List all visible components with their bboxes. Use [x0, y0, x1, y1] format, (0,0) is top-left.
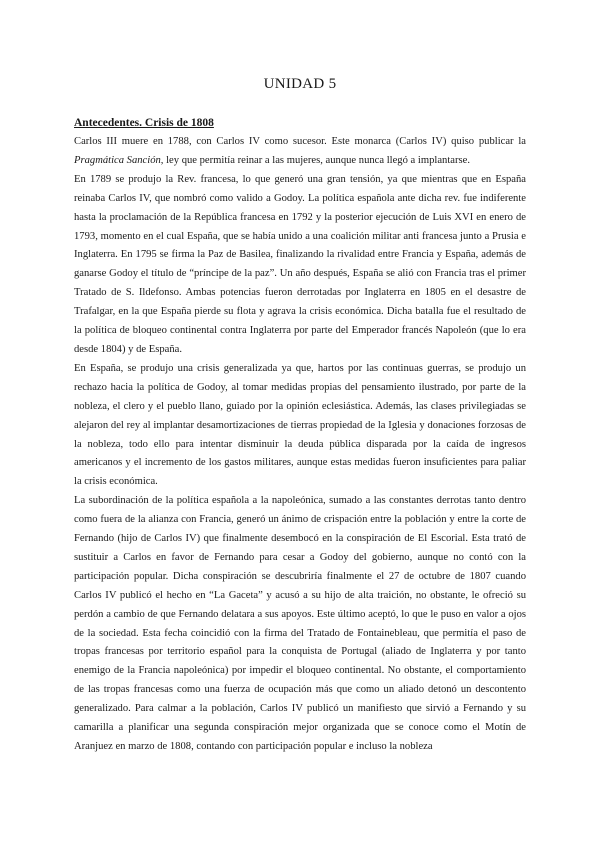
section-heading: Antecedentes. Crisis de 1808 [74, 117, 214, 129]
paragraph-2: En 1789 se produjo la Rev. francesa, lo que generó una gran tensión, ya que mientras que en España reinaba Carlos IV, que nombró como valido a Godoy. La política española ante dicha rev. fue indiferente hasta la proclamación de la República francesa en 1792 y la posterior ejecución de Luis XVI en enero de 1793, momento en el cual España, que se había unido a una coalición militar anti francesa junto a Prusia e Inglaterra. En 1795 se firma la Paz de Basilea, finalizando la rivalidad entre Francia y España, además de ganarse Godoy el título de “príncipe de la paz”. Un año después, España se alió con Francia tras el primer Tratado de S. Ildefonso. Ambas potencias fueron derrotadas por Inglaterra en 1805 en el desastre de Trafalgar, en la que España pierde su flota y agrava la crisis económica. Dicha batalla fue el resultado de la política de bloqueo continental contra Inglaterra por parte del Emperador francés Napoleón (que lo era desde 1804) y de España. [74, 173, 526, 355]
paragraph-3: En España, se produjo una crisis generalizada ya que, hartos por las continuas guerras, se produjo un rechazo hacia la política de Godoy, al tomar medidas propias del pensamiento ilustrado, por parte de la nobleza, el clero y el pueblo llano, guiado por la opinión eclesiástica. Además, las clases privilegiadas se alejaron del rey al implantar desamortizaciones de tierras propiedad de la Iglesia y donaciones forzosas de la nobleza, todo ello para intentar disminuir la deuda pública disparada por la caída de ingresos americanos y el incremento de los gastos militares, aunque estas medidas fueron insuficientes para paliar la crisis económica. [74, 362, 526, 488]
paragraph-1-text-b: ley que permitía reinar a las mujeres, aunque nunca llegó a implantarse. [163, 154, 470, 166]
paragraph-1 [74, 133, 526, 171]
unit-title: UNIDAD 5 [263, 76, 337, 92]
pragmatica-sancion-italic: Pragmática Sanción, [74, 154, 164, 166]
paragraph-1-text-a: Carlos III muere en 1788, con Carlos IV como sucesor. Este monarca (Carlos IV) quiso publicar la [74, 136, 526, 147]
paragraph-4: La subordinación de la política española a la napoleónica, sumado a las constantes derrotas tanto dentro como fuera de la alianza con Francia, generó un ánimo de crispación entre la población y entre la corte de Fernando (hijo de Carlos IV) que finalmente desembocó en la conspiración de El Escorial. Esta trató de sustituir a Carlos en favor de Fernando para cesar a Godoy del gobierno, aunque no contó con la participación popular. Dicha conspiración se descubriría finalmente el 27 de octubre de 1807 cuando Carlos IV publicó el hecho en “La Gaceta” y acusó a su hijo de alta traición, no obstante, le ofreció su perdón a cambio de que Fernando delatara a sus apoyos. Este último aceptó, lo que le puso en valor a ojos de la sociedad. Esta fecha coincidió con la firma del Tratado de Fontainebleau, que permitía el paso de tropas francesas por territorio español para la conquista de Portugal (aliado de Inglaterra y por tanto enemigo de la Francia napoleónica) por impedir el bloqueo continental. No obstante, el comportamiento de las tropas francesas como una fuerza de ocupación más que como un aliado detonó un descontento generalizado. Para calmar a la población, Carlos IV publicó un manifiesto que sirvió a Fernando y su camarilla a planificar una segunda conspiración mejor organizada que se conoce como el Motín de Aranjuez en marzo de 1808, contando con participación popular e incluso la nobleza [74, 495, 526, 752]
